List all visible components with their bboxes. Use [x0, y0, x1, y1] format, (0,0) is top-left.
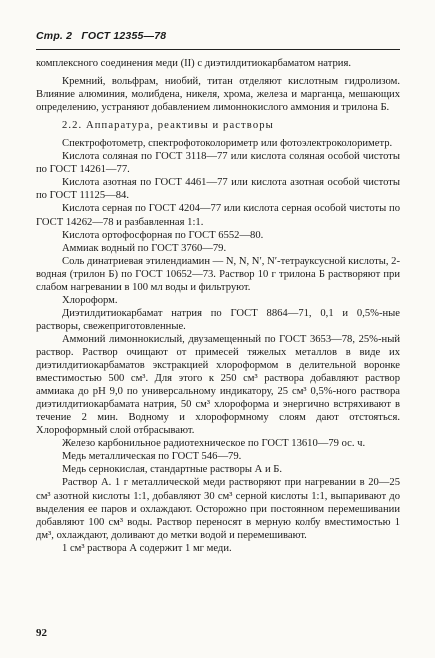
page-number: 92 — [36, 627, 47, 639]
paragraph: Кислота азотная по ГОСТ 4461—77 или кислота азотная особой чистоты по ГОСТ 11125—84. — [36, 177, 400, 202]
section-heading: 2.2. Аппаратура, реактивы и растворы — [62, 120, 274, 132]
paragraph: 1 см³ раствора А содержит 1 мг меди. — [62, 542, 232, 554]
page-header — [36, 30, 172, 42]
paragraph: Кислота ортофосфорная по ГОСТ 6552—80. — [62, 229, 264, 241]
paragraph: Хлороформ. — [62, 294, 118, 306]
paragraph: Медь металлическая по ГОСТ 546—79. — [62, 451, 242, 463]
paragraph: Спектрофотометр, спектрофотоколориметр или фотоэлектроколориметр. — [62, 138, 393, 150]
page-label: Стр. 2 — [36, 30, 73, 42]
paragraph: Аммоний лимоннокислый, двузамещенный по ГОСТ 3653—78, 25%-ный раствор. Раствор очищают от примесей тяжелых металлов в виде их диэтилдитиокарбаматов экстракцией хлороформом в делительной воронке вместимостью 500 см³. Для этого к 250 см³ раствора добавляют раствор аммиака до pH 9,0 по универсальному индикатору, 25 см³ 0,5%-ного раствора диэтилдитиокарбамата натрия, 50 см³ хлороформа и энергично встряхивают в течение 2 мин. Водному и хлороформному слоям дают отстояться. Хлороформный слой отбрасывают. — [36, 333, 400, 437]
header-divider — [36, 49, 400, 50]
standard-number: ГОСТ 12355—78 — [81, 30, 167, 42]
paragraph: Раствор А. 1 г металлической меди растворяют при нагревании в 20—25 см³ азотной кислоты 1:1, добавляют 30 см³ серной кислоты 1:1, выпаривают до выделения ее паров и охлаждают. Осторожно при постоянном перемешивании добавляют 100 см³ воды. Раствор переносят в мерную колбу вместимостью 1 дм³, охлаждают, доливают до метки водой и перемешивают. — [36, 477, 400, 541]
paragraph: Диэтилдитиокарбамат натрия по ГОСТ 8864—71, 0,1 и 0,5%-ные растворы, свежеприготовленные. — [36, 307, 400, 332]
paragraph: Аммиак водный по ГОСТ 3760—79. — [62, 242, 227, 254]
paragraph: Железо карбонильное радиотехническое по ГОСТ 13610—79 ос. ч. — [62, 438, 366, 450]
paragraph: Медь сернокислая, стандартные растворы А и Б. — [62, 464, 283, 476]
paragraph: Соль динатриевая этилендиамин — N, N, N′, N′-тетрауксусной кислоты, 2-водная (трилон Б) по ГОСТ 10652—73. Раствор 10 г трилона Б растворяют при слабом нагревании в 100 мл воды и фильтруют. — [36, 255, 400, 293]
document-body — [36, 57, 400, 555]
paragraph: комплексного соединения меди (II) с диэтилдитиокарбаматом натрия. — [36, 58, 351, 69]
paragraph: Кислота соляная по ГОСТ 3118—77 или кислота соляная особой чистоты по ГОСТ 14261—77. — [36, 151, 400, 176]
paragraph: Кислота серная по ГОСТ 4204—77 или кислота серная особой чистоты по ГОСТ 14262—78 и разбавленная 1:1. — [36, 203, 400, 228]
paragraph: Кремний, вольфрам, ниобий, титан отделяют кислотным гидролизом. Влияние алюминия, молибдена, никеля, хрома, железа и марганца, мешающих определению, устраняют добавлением лимоннокислого аммония и трилона Б. — [36, 76, 400, 114]
